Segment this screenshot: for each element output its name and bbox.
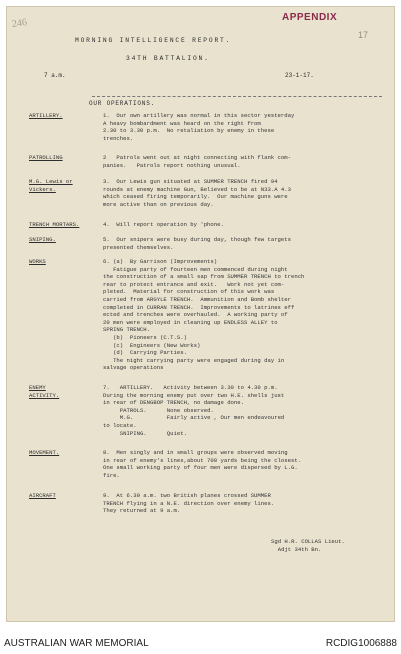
section-heading: OUR OPERATIONS. bbox=[89, 100, 156, 107]
section-text: 6. (a) By Garrison (Improvements) Fatigue party of fourteen men commenced during night the construction of a small sap from SUMMER TRENCH to trench rear to protect entrance and exit. Work not yet com- pleted. Material for construction of this work was carried from ARGYLE TRENCH. Ammunition and Bomb shelter completed in CURRAN TRENCH. Improvements to latrines eff ected and trenches were overhauled. A working party of 20 men were employed in cleaning up ENDLESS ALLEY to SPRING TRENCH. (b) Pioneers (C.T.S.) (c) Engineers (New Works) (d) Carrying Parties. The night carrying party were engaged during day in salvage operations bbox=[103, 258, 305, 372]
section-text: 1. Our own artillery was normal in this sector yesterday A heavy bombardment was heard on the right from 2.30 to 3.30 p.m. No retaliation by enemy in these trenches. bbox=[103, 112, 295, 142]
section-text: 3. Our Lewis gun situated at SUMMER TRENCH fired 94 rounds at enemy machine Gun, Believed to be at N33.A 4.3 which ceased firing temporarily. Our machine guns were more active than on previous day. bbox=[103, 178, 291, 208]
section-label: SNIPING. bbox=[29, 236, 56, 243]
section-text: 7. ARTILLERY. Activity between 3.30 to 4.30 p.m. During the morning enemy put over two H.E. shells just in rear of DENGBOP TRENCH, no damage done. PATROLS. None observed. M.G. Fairly active , Our men endeavoured to locate. SNIPING. Quiet. bbox=[103, 384, 285, 437]
section-label: TRENCH MORTARS. bbox=[29, 221, 80, 228]
divider bbox=[92, 96, 382, 97]
section-text: 5. Our snipers were busy during day, though few targets presented themselves. bbox=[103, 236, 291, 251]
section-label: ENEMY ACTIVITY. bbox=[29, 384, 60, 399]
appendix-label: APPENDIX bbox=[282, 12, 338, 23]
section-label: ARTILLERY. bbox=[29, 112, 63, 119]
footer-id: RCDIG1006888 bbox=[325, 638, 397, 649]
archive-stamp: 246 bbox=[11, 17, 28, 30]
footer-source: AUSTRALIAN WAR MEMORIAL bbox=[4, 638, 149, 649]
page-number: 17 bbox=[358, 30, 369, 40]
section-label: AIRCRAFT bbox=[29, 492, 56, 499]
report-title: MORNING INTELLIGENCE REPORT. bbox=[75, 37, 232, 44]
section-label: M.G. Lewis or Vickers. bbox=[29, 178, 73, 193]
section-text: 2 Patrols went out at night connecting with flank com- panies. Patrols report nothing unusual. bbox=[103, 154, 291, 169]
section-label: MOVEMENT. bbox=[29, 449, 60, 456]
section-text: 4. Will report operation by 'phone. bbox=[103, 221, 224, 228]
unit-name: 34TH BATTALION. bbox=[126, 55, 210, 62]
section-label: WORKS bbox=[29, 258, 46, 265]
section-text: 8. Men singly and in small groups were observed moving in rear of enemy's lines,about 700 yards being the closest. One small working party of four men were dispersed by L.G. fire. bbox=[103, 449, 302, 479]
signature: Sgd H.R. COLLAS Lieut. Adjt 34th Bn. bbox=[271, 538, 345, 553]
report-time: 7 a.m. bbox=[44, 72, 66, 79]
section-label: PATROLLING bbox=[29, 154, 63, 161]
archive-footer bbox=[0, 628, 401, 654]
section-text: 9. At 6.30 a.m. two British planes crossed SUMMER TRENCH flying in a N.E. direction over enemy lines. They returned at 9 a.m. bbox=[103, 492, 275, 515]
report-date: 23-1-17. bbox=[285, 72, 314, 79]
